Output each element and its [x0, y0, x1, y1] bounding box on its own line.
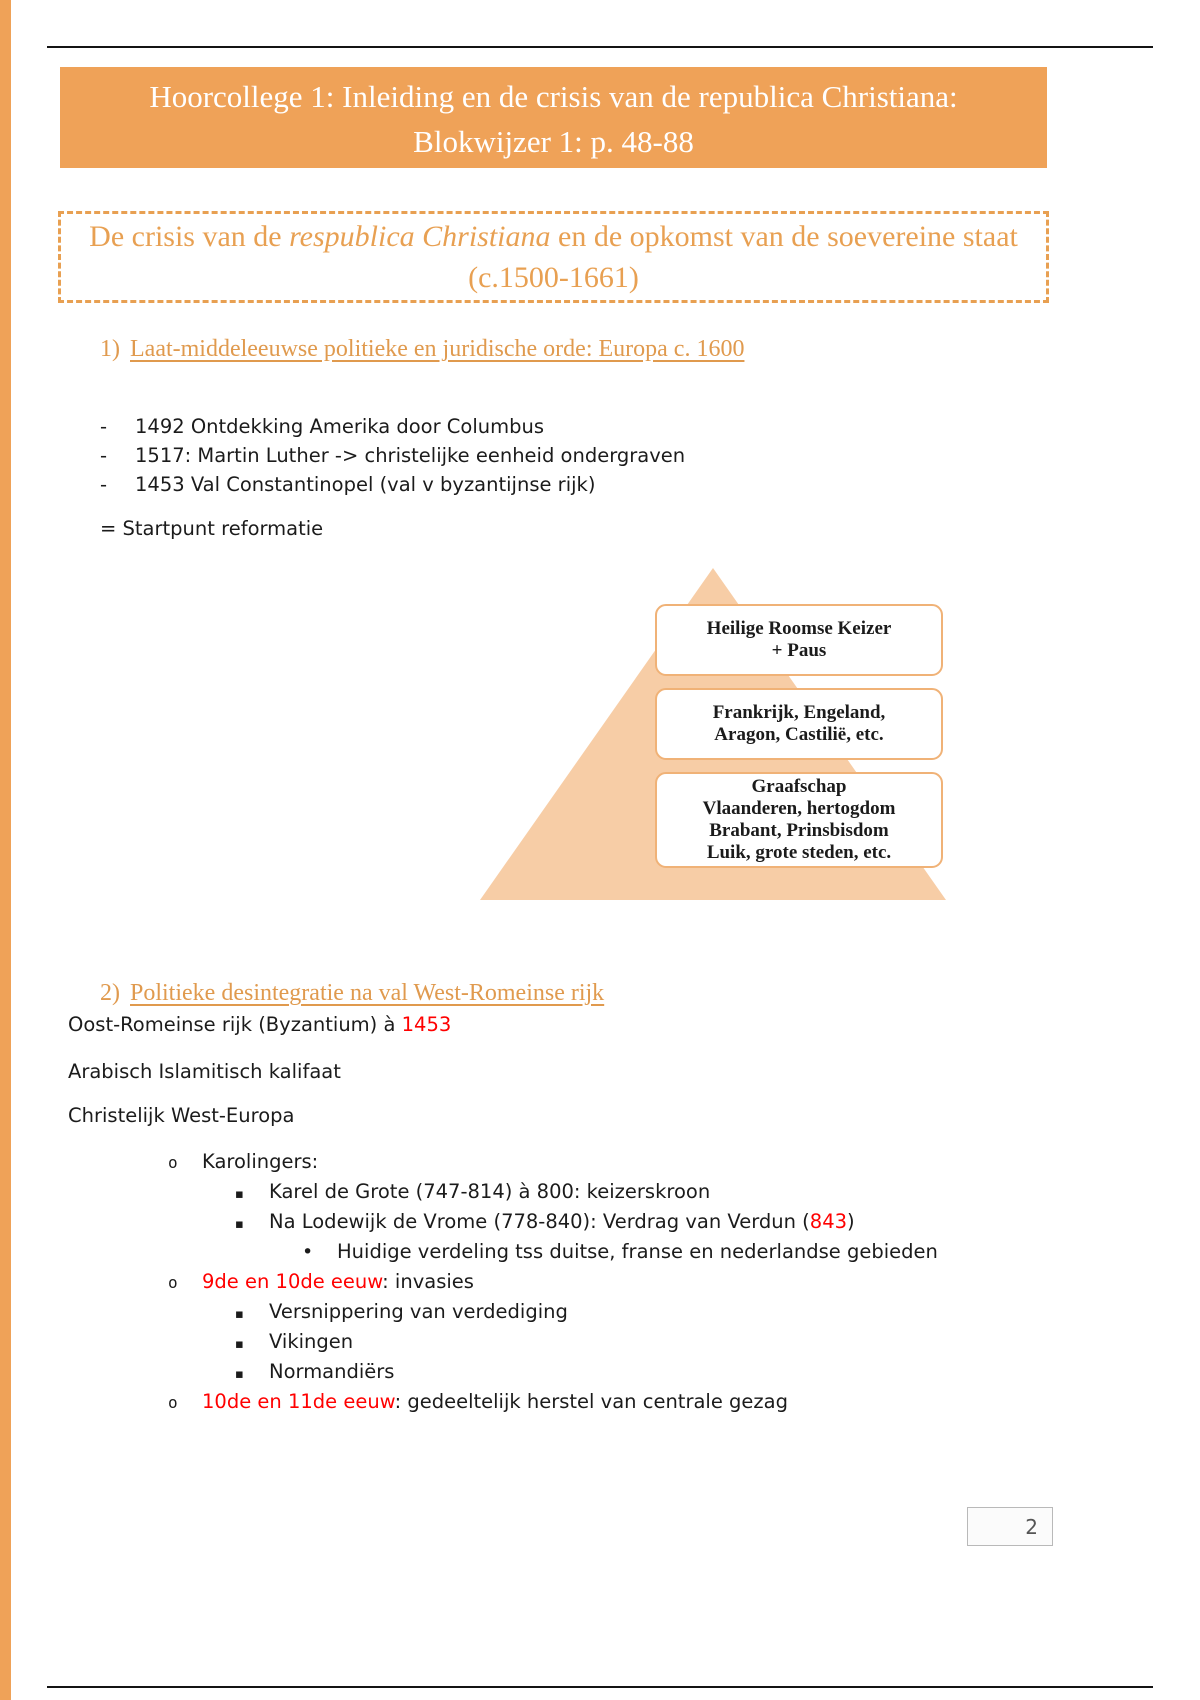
bullet-text: 1492 Ontdekking Amerika door Columbus [135, 415, 545, 438]
section2-title: Politieke desintegratie na val West-Romeinse rijk [130, 980, 605, 1006]
section2-heading [100, 980, 604, 1007]
pyramid-level-1-text: Heilige Roomse Keizer [706, 618, 892, 639]
list-item [68, 1270, 1158, 1300]
circle-bullet-icon: o [168, 1153, 178, 1172]
paragraph-text: Oost-Romeinse rijk (Byzantium) à [68, 1013, 402, 1036]
list-item [68, 1210, 1158, 1240]
top-divider-line [47, 46, 1153, 48]
section1-number: 1) [100, 336, 120, 362]
page-number-box [967, 1507, 1053, 1546]
year-highlight: 1453 [401, 1013, 452, 1036]
square-bullet-icon: ▪ [235, 1337, 244, 1352]
square-bullet-icon: ▪ [235, 1307, 244, 1322]
list-item-text [202, 1270, 474, 1293]
pyramid-level-3-text: Graafschap [751, 776, 847, 797]
section1-heading [100, 336, 744, 363]
chapter-subtitle-line1 [61, 216, 1046, 257]
list-item [68, 1390, 1158, 1420]
list-item-text: Karel de Grote (747-814) à 800: keizerskroon [269, 1180, 711, 1203]
pyramid-level-3-text: Luik, grote steden, etc. [706, 842, 892, 863]
pyramid-level-3-text: Vlaanderen, hertogdom [702, 798, 896, 819]
list-item [68, 1360, 1158, 1390]
lecture-title-line1: Hoorcollege 1: Inleiding en de crisis van de republica Christiana: [149, 79, 958, 114]
paragraph-oost-romeinse [68, 1013, 451, 1036]
section2-number: 2) [100, 980, 120, 1006]
dash-bullet-icon: - [100, 415, 108, 438]
list-item [100, 441, 685, 470]
bullet-text: 1517: Martin Luther -> christelijke eenheid ondergraven [135, 444, 686, 467]
paragraph-arabisch: Arabisch Islamitisch kalifaat [68, 1060, 341, 1083]
list-item-text: Huidige verdeling tss duitse, franse en nederlandse gebieden [337, 1240, 938, 1263]
pyramid-level-1-box [655, 604, 943, 676]
lecture-title-line2: Blokwijzer 1: p. 48-88 [413, 124, 694, 159]
subtitle-post: en de opkomst van de soevereine staat [550, 220, 1018, 253]
page-left-accent-bar [0, 0, 11, 1700]
list-item [68, 1330, 1158, 1360]
list-item-text: Normandiërs [269, 1360, 395, 1383]
subtitle-italic: respublica Christiana [289, 220, 551, 253]
list-item-text: Vikingen [269, 1330, 354, 1353]
list-item [68, 1240, 1158, 1270]
list-item-text-part: ) [847, 1210, 855, 1233]
list-item-text [269, 1210, 855, 1233]
list-item [100, 470, 685, 499]
list-item-text [202, 1390, 788, 1413]
pyramid-level-2-text: Frankrijk, Engeland, [712, 702, 886, 723]
section1-bullet-list [100, 412, 685, 499]
section2-outline-list [68, 1150, 1158, 1420]
paragraph-christelijk: Christelijk West-Europa [68, 1104, 295, 1127]
list-item-text-part: : invasies [382, 1270, 474, 1293]
list-item [68, 1150, 1158, 1180]
hierarchy-pyramid-diagram [480, 568, 946, 900]
page-number: 2 [1025, 1514, 1038, 1539]
lecture-title-box [60, 67, 1047, 168]
pyramid-level-3-box [655, 772, 943, 868]
dash-bullet-icon: - [100, 473, 108, 496]
square-bullet-icon: ▪ [235, 1217, 244, 1232]
pyramid-level-1-text: + Paus [771, 640, 827, 661]
period-highlight: 10de en 11de eeuw [202, 1390, 395, 1413]
list-item-text-part: : gedeeltelijk herstel van centrale gezag [394, 1390, 788, 1413]
circle-bullet-icon: o [168, 1393, 178, 1412]
year-highlight: 843 [809, 1210, 848, 1233]
reformation-note: = Startpunt reformatie [100, 517, 324, 540]
dot-bullet-icon: • [302, 1241, 314, 1263]
square-bullet-icon: ▪ [235, 1367, 244, 1382]
list-item-text: Karolingers: [202, 1150, 319, 1173]
square-bullet-icon: ▪ [235, 1187, 244, 1202]
list-item [100, 412, 685, 441]
pyramid-level-3-text: Brabant, Prinsbisdom [709, 820, 889, 841]
circle-bullet-icon: o [168, 1273, 178, 1292]
list-item [68, 1300, 1158, 1330]
list-item-text: Versnippering van verdediging [269, 1300, 568, 1323]
subtitle-pre: De crisis van de [89, 220, 290, 253]
list-item [68, 1180, 1158, 1210]
dash-bullet-icon: - [100, 444, 108, 467]
list-item-text-part: Na Lodewijk de Vrome (778-840): Verdrag van Verdun ( [269, 1210, 810, 1233]
section1-title: Laat-middeleeuwse politieke en juridische orde: Europa c. 1600 [130, 336, 745, 362]
pyramid-level-2-box [655, 688, 943, 760]
chapter-subtitle-line2: (c.1500-1661) [468, 261, 639, 294]
bottom-divider-line [47, 1686, 1153, 1688]
period-highlight: 9de en 10de eeuw [202, 1270, 383, 1293]
bullet-text: 1453 Val Constantinopel (val v byzantijnse rijk) [135, 473, 596, 496]
pyramid-level-2-text: Aragon, Castilië, etc. [714, 724, 884, 745]
chapter-subtitle-box [58, 211, 1049, 303]
